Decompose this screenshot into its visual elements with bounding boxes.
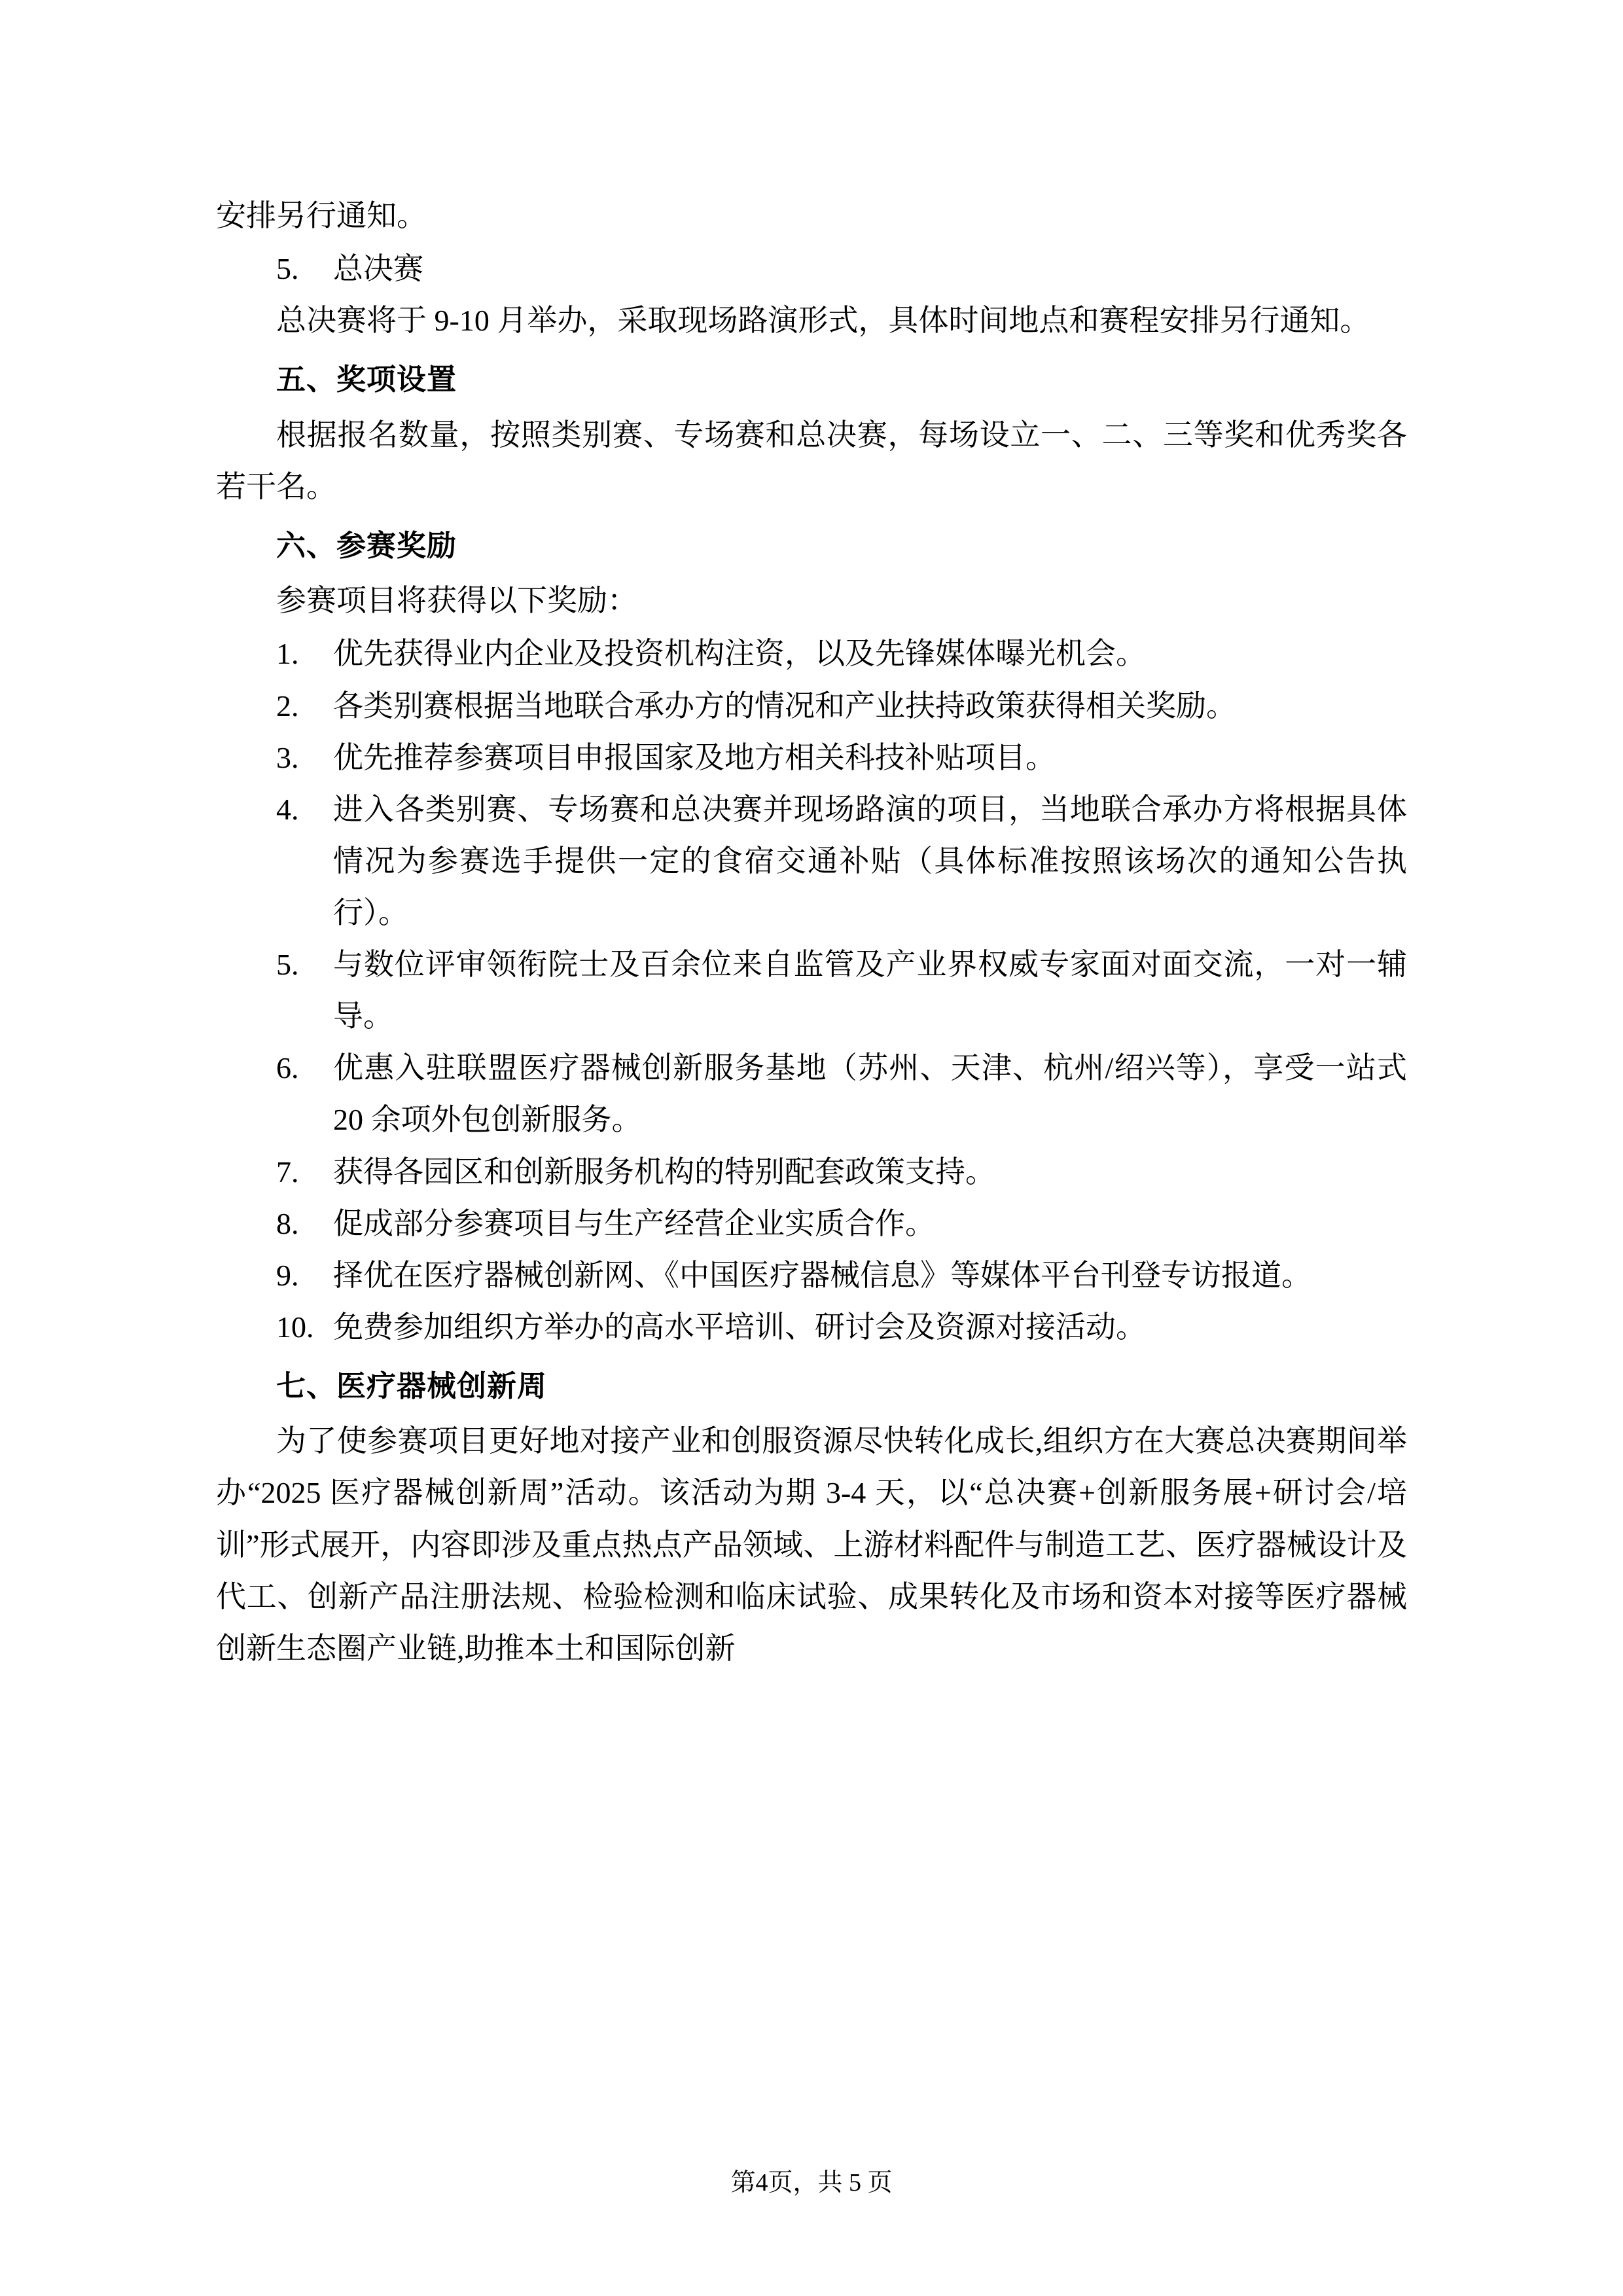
list-item-text: 择优在医疗器械创新网、《中国医疗器械信息》等媒体平台刊登专访报道。 — [333, 1258, 1311, 1292]
list-item — [216, 1198, 1407, 1249]
list-marker: 6. — [276, 1051, 299, 1085]
list-item-text: 优惠入驻联盟医疗器械创新服务基地（苏州、天津、杭州/绍兴等），享受一站式 20 余项外包创新服务。 — [333, 1051, 1407, 1137]
list-item-text: 免费参加组织方举办的高水平培训、研讨会及资源对接活动。 — [333, 1310, 1146, 1344]
list-item-text: 优先推荐参赛项目申报国家及地方相关科技补贴项目。 — [333, 740, 1056, 774]
list-marker: 10. — [276, 1310, 314, 1344]
list-item-text: 进入各类别赛、专场赛和总决赛并现场路演的项目，当地联合承办方将根据具体情况为参赛选手提供一定的食宿交通补贴（具体标准按照该场次的通知公告执行）。 — [333, 792, 1407, 929]
list-item — [216, 1249, 1407, 1301]
list-marker: 2. — [276, 689, 299, 723]
list-item-text: 促成部分参赛项目与生产经营企业实质合作。 — [333, 1206, 935, 1240]
continuation-paragraph: 安排另行通知。 — [216, 199, 427, 232]
section-heading-six: 六、参赛奖励 — [276, 528, 457, 563]
list-item-text: 与数位评审领衔院士及百余位来自监管及产业界权威专家面对面交流，一对一辅导。 — [333, 948, 1407, 1033]
section-six-lead: 参赛项目将获得以下奖励： — [276, 584, 637, 618]
section-seven-paragraph: 为了使参赛项目更好地对接产业和创服资源尽快转化成长,组织方在大赛总决赛期间举办“2025 医疗器械创新周”活动。该活动为期 3-4 天，以“总决赛+创新服务展+研讨会/培训”形式展开，内容即涉及重点热点产品领域、上游材料配件与制造工艺、医疗器械设计及代工、创新产品注册法规、检验检测和临床试验、成果转化及市场和资本对接等医疗器械创新生态圈产业链,助推本土和国际创新 — [216, 1424, 1407, 1665]
list-item — [216, 783, 1407, 939]
section-heading-seven: 七、医疗器械创新周 — [276, 1368, 548, 1403]
list-item — [216, 732, 1407, 783]
list-item — [216, 939, 1407, 1042]
list-marker: 8. — [276, 1206, 299, 1240]
list-item-label: 总决赛 — [333, 252, 423, 286]
list-item — [216, 680, 1407, 732]
list-item-text: 获得各园区和创新服务机构的特别配套政策支持。 — [333, 1155, 995, 1189]
list-marker: 7. — [276, 1155, 299, 1189]
list-item — [216, 243, 1407, 295]
list-item-text: 各类别赛根据当地联合承办方的情况和产业扶持政策获得相关奖励。 — [333, 689, 1236, 723]
list-item — [216, 1146, 1407, 1198]
list-marker: 9. — [276, 1258, 299, 1292]
list-marker: 1. — [276, 637, 299, 671]
list-marker: 3. — [276, 740, 299, 774]
list-marker: 4. — [276, 792, 299, 826]
list-marker: 5. — [276, 948, 299, 982]
list-item — [216, 628, 1407, 679]
document-body — [216, 190, 1407, 1674]
list-item-text: 优先获得业内企业及投资机构注资，以及先锋媒体曝光机会。 — [333, 637, 1146, 671]
final-round-paragraph: 总决赛将于 9-10 月举办，采取现场路演形式，具体时间地点和赛程安排另行通知。 — [276, 304, 1370, 338]
list-marker: 5. — [276, 252, 299, 286]
section-heading-five: 五、奖项设置 — [276, 362, 457, 397]
list-item — [216, 1042, 1407, 1145]
section-five-paragraph: 根据报名数量，按照类别赛、专场赛和总决赛，每场设立一、二、三等奖和优秀奖各若干名。 — [216, 418, 1407, 503]
list-item — [216, 1301, 1407, 1353]
page-footer: 第4页，共 5 页 — [730, 2169, 893, 2197]
